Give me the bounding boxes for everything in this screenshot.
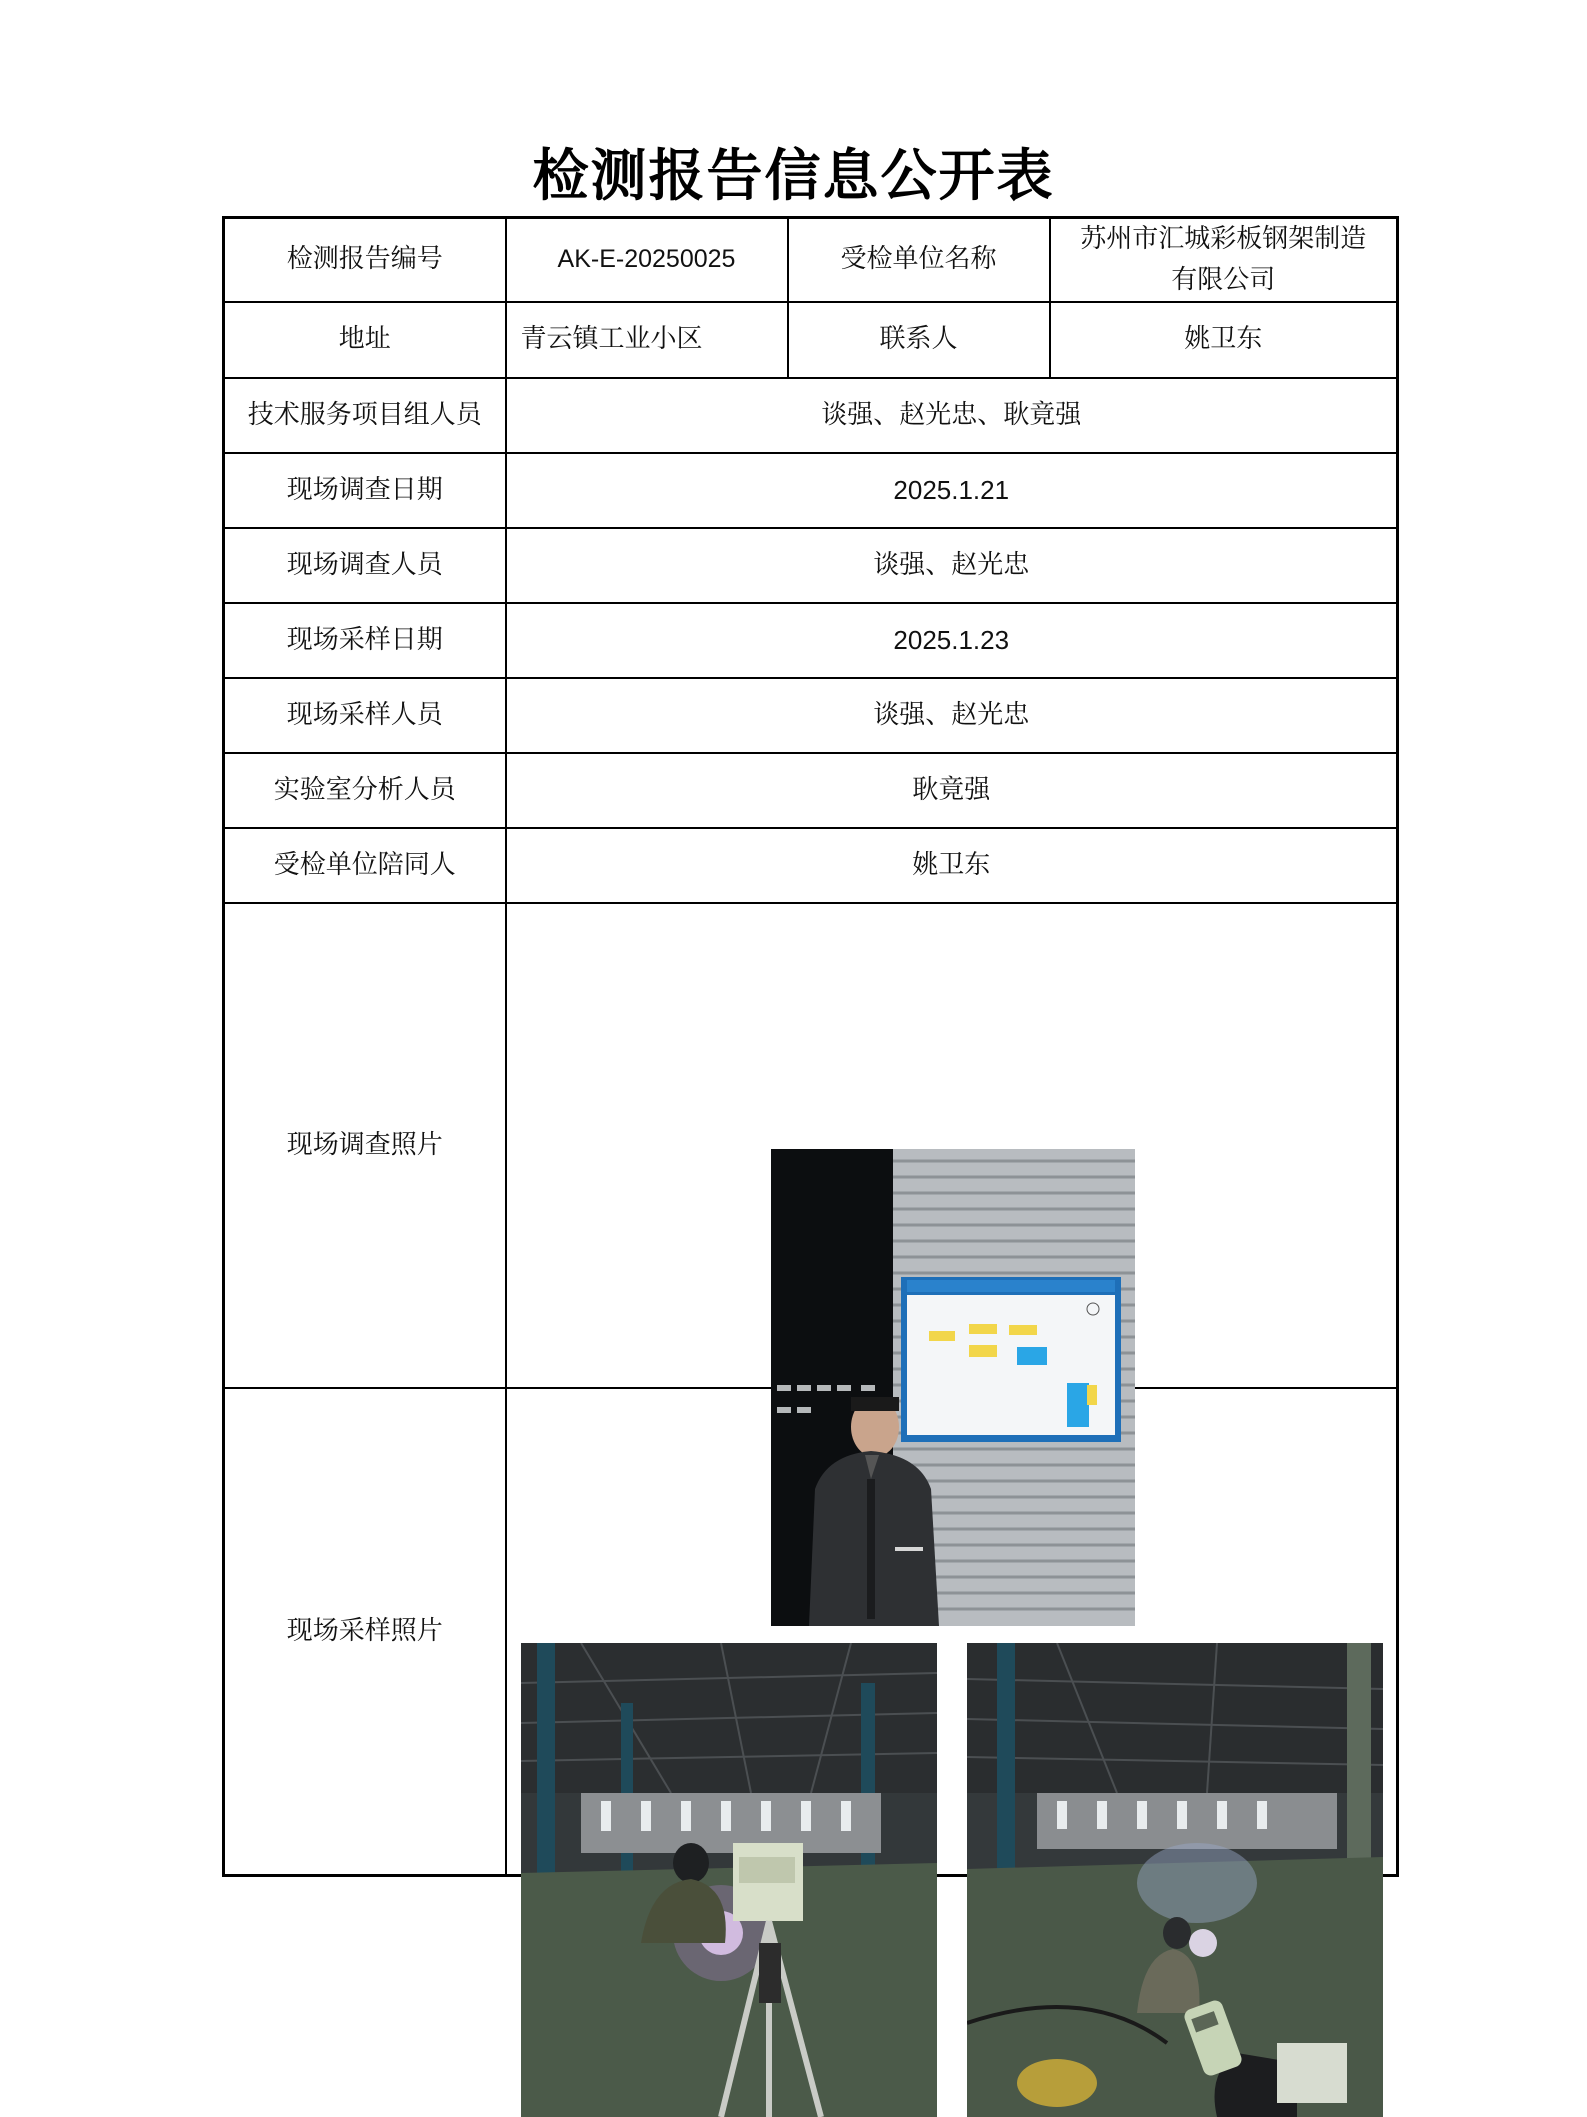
row-address [224, 302, 1398, 378]
lab-value: 耿竟强 [506, 753, 1398, 828]
unit-name-label: 受检单位名称 [788, 218, 1050, 302]
team-value: 谈强、赵光忠、耿竟强 [506, 378, 1398, 453]
row-escort [224, 828, 1398, 903]
address-value: 青云镇工业小区 [506, 302, 788, 378]
row-sampling-date [224, 603, 1398, 678]
row-team [224, 378, 1398, 453]
report-no-label: 检测报告编号 [224, 218, 506, 302]
report-table [222, 216, 1399, 1877]
unit-name-line1: 苏州市汇城彩板钢架制造 [1080, 224, 1367, 255]
row-sampling-staff [224, 678, 1398, 753]
survey-photo-label: 现场调查照片 [224, 903, 506, 1388]
lab-label: 实验室分析人员 [224, 753, 506, 828]
survey-photo [771, 1149, 1135, 1626]
survey-date-label: 现场调查日期 [224, 453, 506, 528]
contact-value: 姚卫东 [1050, 302, 1398, 378]
sampling-photo-2 [967, 1643, 1383, 2117]
escort-label: 受检单位陪同人 [224, 828, 506, 903]
row-lab [224, 753, 1398, 828]
survey-photo-cell [506, 903, 1398, 1388]
unit-name-value [1050, 218, 1398, 302]
address-label: 地址 [224, 302, 506, 378]
escort-value: 姚卫东 [506, 828, 1398, 903]
sampling-staff-value: 谈强、赵光忠 [506, 678, 1398, 753]
sampling-date-label: 现场采样日期 [224, 603, 506, 678]
survey-staff-label: 现场调查人员 [224, 528, 506, 603]
sampling-photo-label: 现场采样照片 [224, 1388, 506, 1876]
survey-date-value: 2025.1.21 [506, 453, 1398, 528]
sampling-date-value: 2025.1.23 [506, 603, 1398, 678]
page-title: 检测报告信息公开表 [532, 143, 1055, 209]
team-label: 技术服务项目组人员 [224, 378, 506, 453]
report-no-value: AK-E-20250025 [506, 218, 788, 302]
row-survey-photo [224, 903, 1398, 1388]
row-survey-date [224, 453, 1398, 528]
unit-name-line2: 有限公司 [1171, 264, 1276, 295]
sampling-staff-label: 现场采样人员 [224, 678, 506, 753]
contact-label: 联系人 [788, 302, 1050, 378]
row-survey-staff [224, 528, 1398, 603]
survey-staff-value: 谈强、赵光忠 [506, 528, 1398, 603]
sampling-photo-1 [521, 1643, 937, 2117]
row-report-no [224, 218, 1398, 302]
